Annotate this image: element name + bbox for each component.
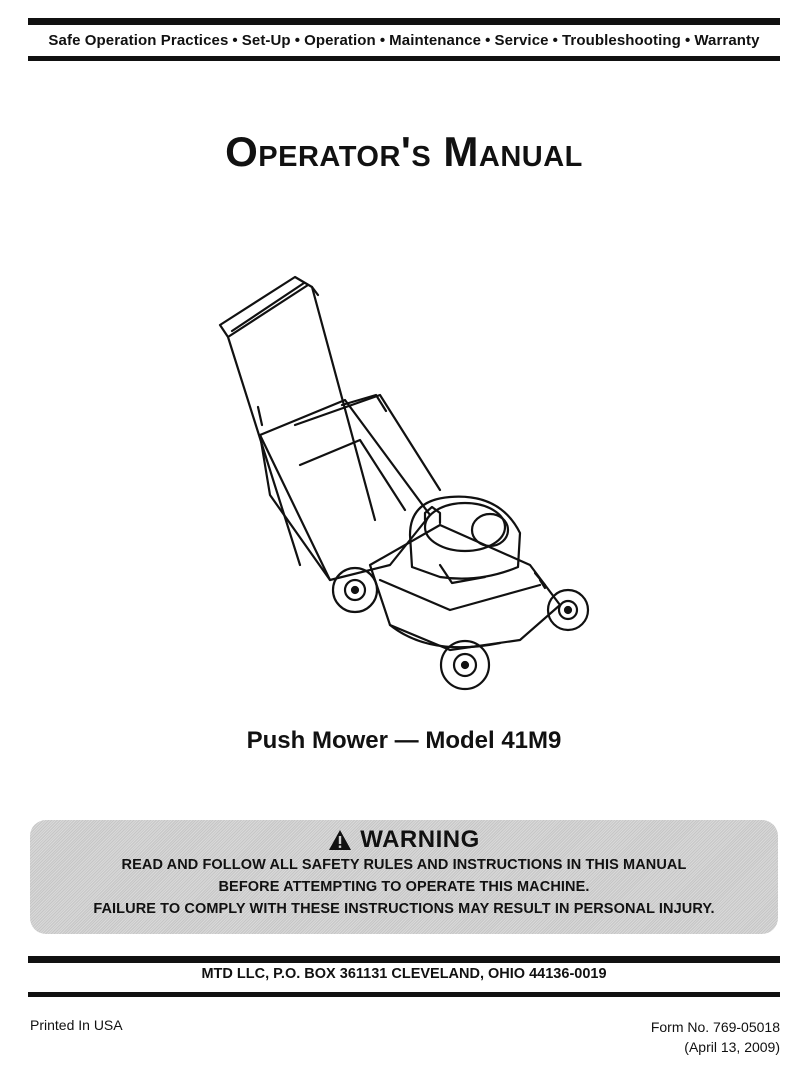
company-address: MTD LLC, P.O. BOX 361131 CLEVELAND, OHIO 44136-0019 [201,966,607,982]
form-number: Form No. 769-05018 [650,1019,780,1035]
warning-triangle-icon [328,829,352,851]
model-subtitle: Push Mower — Model 41M9 [246,727,562,754]
nav-separator: • [294,31,301,49]
lawn-mower-icon [200,265,610,705]
nav-separator: • [552,31,558,49]
nav-item: Troubleshooting [561,31,681,49]
nav-item: Warranty [694,31,760,49]
nav-separator: • [485,31,491,49]
warning-box [30,820,778,934]
warning-heading [30,826,778,854]
bottom-rule-thin [28,992,780,997]
form-date: (April 13, 2009) [684,1039,780,1055]
nav-item: Maintenance [389,31,482,49]
nav-item: Set-Up [241,31,291,49]
warning-line: FAILURE TO COMPLY WITH THESE INSTRUCTIONS MAY RESULT IN PERSONAL INJURY. [93,901,715,917]
nav-item: Service [494,31,549,49]
warning-line: READ AND FOLLOW ALL SAFETY RULES AND INSTRUCTIONS IN THIS MANUAL [121,857,687,873]
nav-separator: • [232,31,238,49]
printed-in: Printed In USA [30,1017,123,1033]
nav-item: Operation [304,31,376,49]
bottom-rule-thick [28,956,780,963]
page-title: Operator's Manual [225,128,583,175]
nav-item: Safe Operation Practices [48,31,229,49]
section-nav [28,26,780,54]
nav-separator: • [684,31,691,49]
warning-line: BEFORE ATTEMPTING TO OPERATE THIS MACHINE. [218,879,590,895]
nav-separator: • [379,31,386,49]
top-rule-thick [28,18,780,25]
top-rule-thin [28,56,780,61]
form-info [651,1017,780,1057]
warning-title: WARNING [360,826,480,853]
